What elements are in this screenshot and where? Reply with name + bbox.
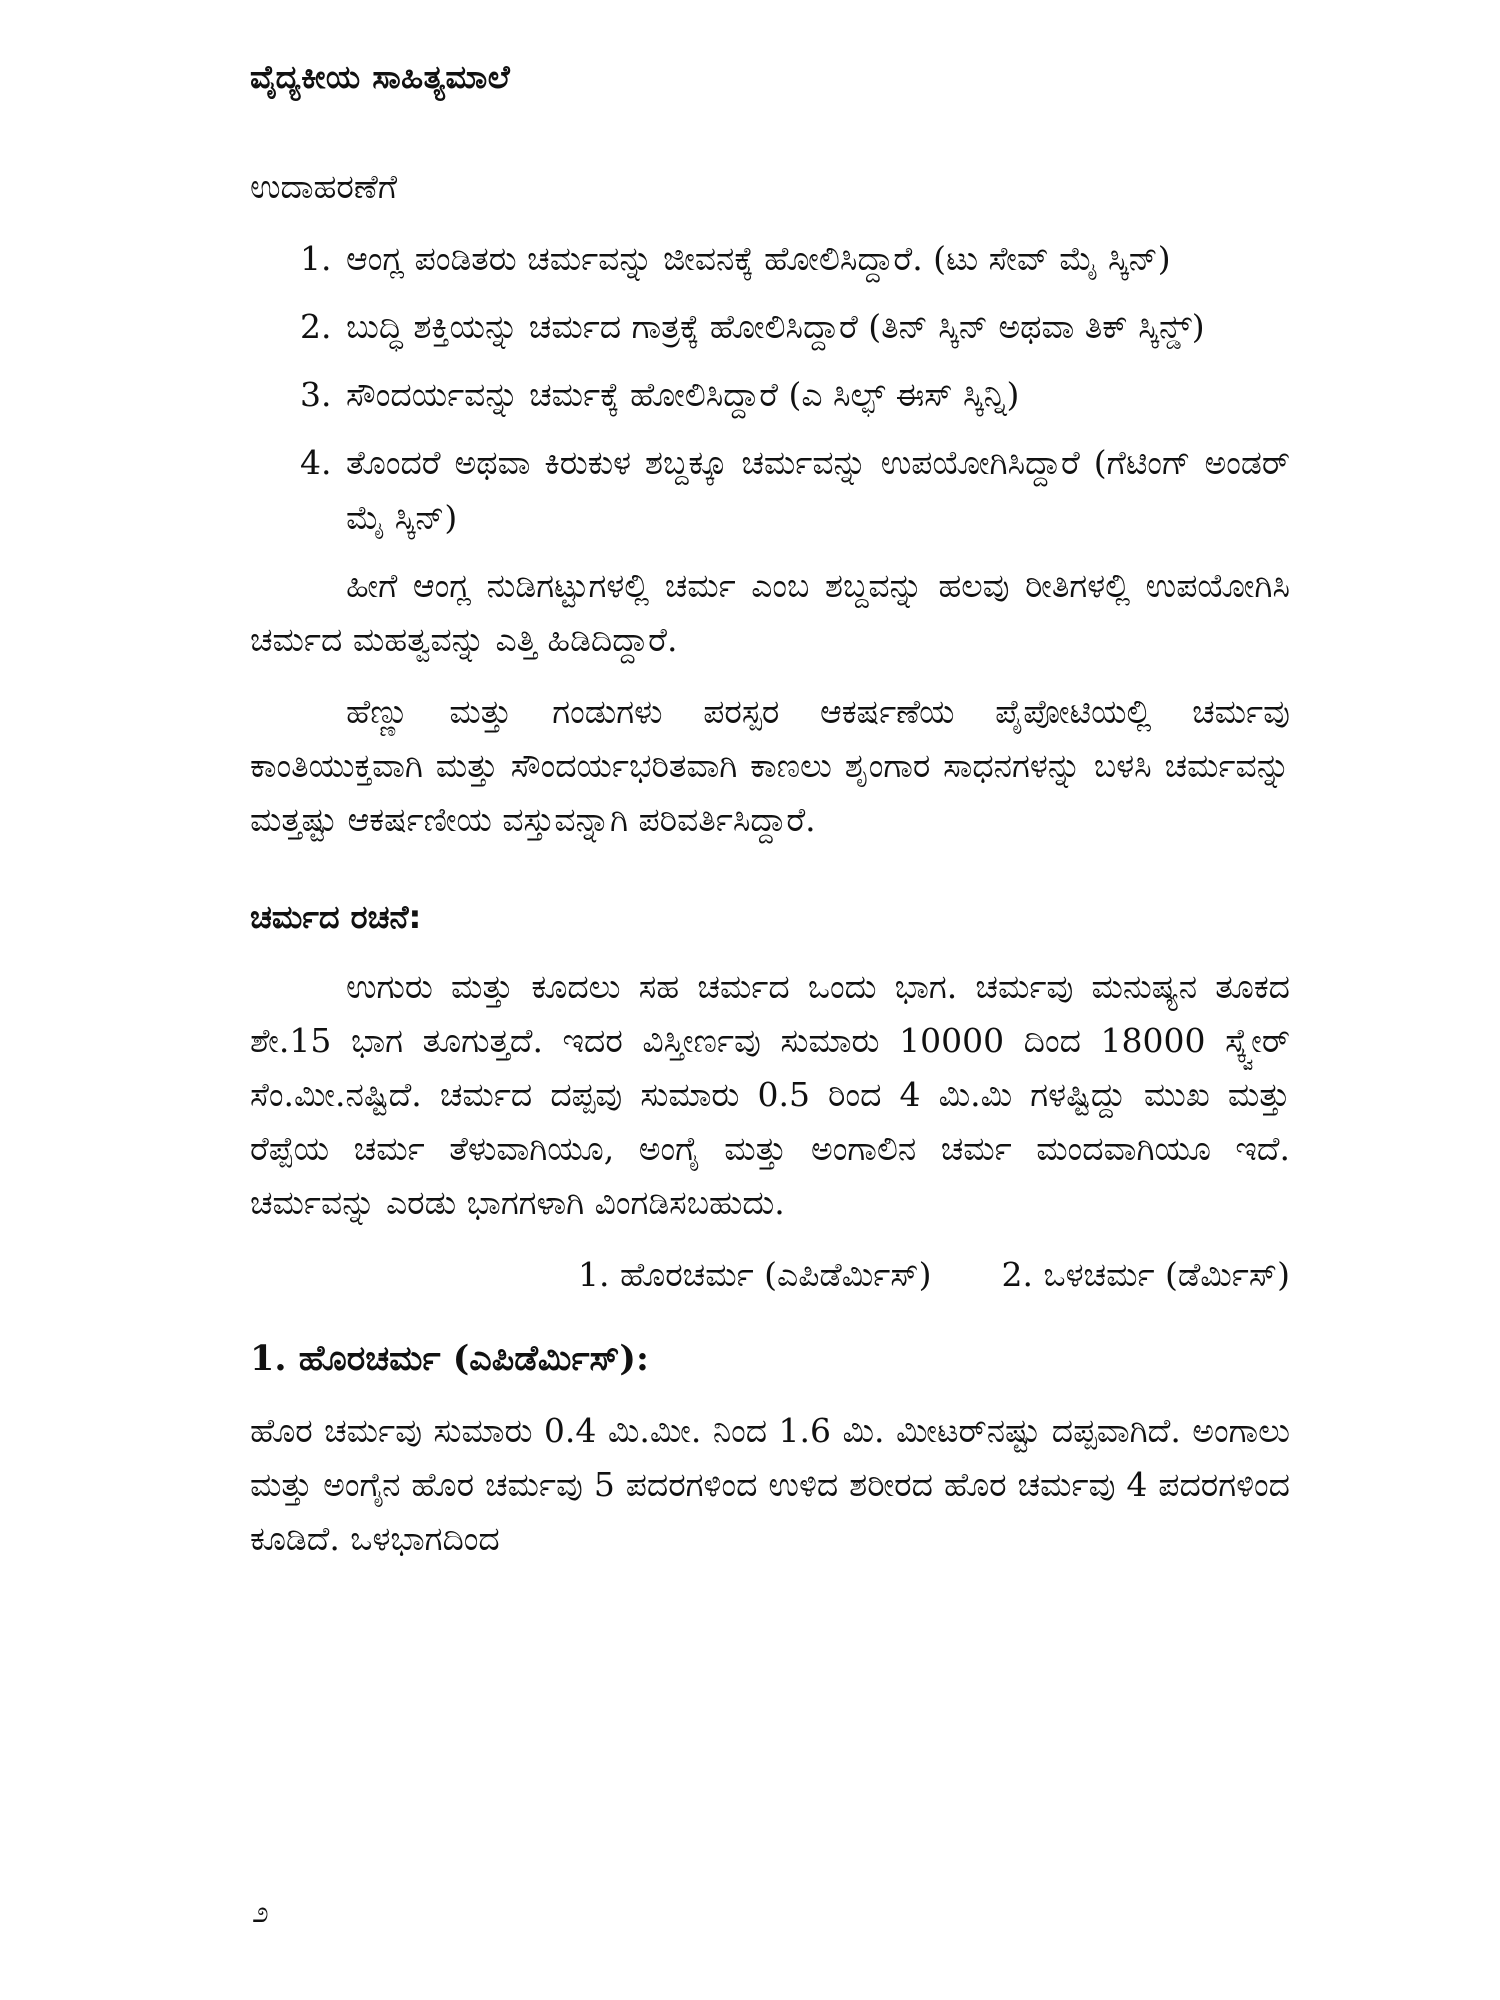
body-text xyxy=(250,160,1290,1566)
examples-list xyxy=(250,232,1290,545)
sub-heading: 1. ಹೊರಚರ್ಮ (ಎಪಿಡೆರ್ಮಿಸ್): xyxy=(250,1338,649,1380)
skin-part-dermis: 2. ಒಳಚರ್ಮ (ಡೆರ್ಮಿಸ್) xyxy=(1001,1255,1290,1295)
paragraph-structure: ಉಗುರು ಮತ್ತು ಕೂದಲು ಸಹ ಚರ್ಮದ ಒಂದು ಭಾಗ. ಚರ್ಮವು ಮನುಷ್ಯನ ತೂಕದ ಶೇ.15 ಭಾಗ ತೂಗುತ್ತದೆ. ಇದರ ವಿಸ್ತೀರ್ಣವು ಸುಮಾರು 10000 ದಿಂದ 18000 ಸ್ಕ್ವೇರ್ ಸೆಂ.ಮೀ.ನಷ್ಟಿದೆ. ಚರ್ಮದ ದಪ್ಪವು ಸುಮಾರು 0.5 ರಿಂದ 4 ಮಿ.ಮಿ ಗಳಷ್ಟಿದ್ದು ಮುಖ ಮತ್ತು ರೆಪ್ಪೆಯ ಚರ್ಮ ತೆಳುವಾಗಿಯೂ, ಅಂಗೈ ಮತ್ತು ಅಂಗಾಲಿನ ಚರ್ಮ ಮಂದವಾಗಿಯೂ ಇದೆ. ಚರ್ಮವನ್ನು ಎರಡು ಭಾಗಗಳಾಗಿ ವಿಂಗಡಿಸಬಹುದು. xyxy=(250,966,1290,1223)
list-number: 1. xyxy=(300,239,332,279)
running-head: ವೈದ್ಯಕೀಯ ಸಾಹಿತ್ಯಮಾಲೆ xyxy=(250,58,511,96)
paragraph-epidermis: ಹೊರ ಚರ್ಮವು ಸುಮಾರು 0.4 ಮಿ.ಮೀ. ನಿಂದ 1.6 ಮಿ. ಮೀಟರ್‌ನಷ್ಟು ದಪ್ಪವಾಗಿದೆ. ಅಂಗಾಲು ಮತ್ತು ಅಂಗೈನ ಹೊರ ಚರ್ಮವು 5 ಪದರಗಳಿಂದ ಉಳಿದ ಶರೀರದ ಹೊರ ಚರ್ಮವು 4 ಪದರಗಳಿಂದ ಕೂಡಿದೆ. ಒಳಭಾಗದಿಂದ xyxy=(250,1410,1290,1558)
paragraph-idioms: ಹೀಗೆ ಆಂಗ್ಲ ನುಡಿಗಟ್ಟುಗಳಲ್ಲಿ ಚರ್ಮ ಎಂಬ ಶಬ್ದವನ್ನು ಹಲವು ರೀತಿಗಳಲ್ಲಿ ಉಪಯೋಗಿಸಿ ಚರ್ಮದ ಮಹತ್ವವನ್ನು ಎತ್ತಿ ಹಿಡಿದಿದ್ದಾರೆ. xyxy=(250,565,1290,659)
list-item xyxy=(300,300,1290,354)
list-item xyxy=(300,232,1290,286)
list-item xyxy=(300,436,1290,544)
list-number: 3. xyxy=(300,375,332,415)
list-text: ಆಂಗ್ಲ ಪಂಡಿತರು ಚರ್ಮವನ್ನು ಜೀವನಕ್ಕೆ ಹೋಲಿಸಿದ್ದಾರೆ. (ಟು ಸೇವ್ ಮೈ ಸ್ಕಿನ್) xyxy=(346,239,1171,279)
intro-line: ಉದಾಹರಣೆಗೆ xyxy=(250,167,398,206)
skin-parts xyxy=(250,1248,1290,1302)
skin-part-epidermis: 1. ಹೊರಚರ್ಮ (ಎಪಿಡೆರ್ಮಿಸ್) xyxy=(578,1255,932,1295)
list-number: 2. xyxy=(300,307,332,347)
list-text: ಬುದ್ಧಿ ಶಕ್ತಿಯನ್ನು ಚರ್ಮದ ಗಾತ್ರಕ್ಕೆ ಹೋಲಿಸಿದ್ದಾರೆ (ತಿನ್ ಸ್ಕಿನ್ ಅಥವಾ ತಿಕ್ ಸ್ಕಿನ್ಡ್) xyxy=(346,307,1205,347)
list-number: 4. xyxy=(300,443,332,483)
paragraph-cosmetics: ಹೆಣ್ಣು ಮತ್ತು ಗಂಡುಗಳು ಪರಸ್ಪರ ಆಕರ್ಷಣೆಯ ಪೈಪೋಟಿಯಲ್ಲಿ ಚರ್ಮವು ಕಾಂತಿಯುಕ್ತವಾಗಿ ಮತ್ತು ಸೌಂದರ್ಯಭರಿತವಾಗಿ ಕಾಣಲು ಶೃಂಗಾರ ಸಾಧನಗಳನ್ನು ಬಳಸಿ ಚರ್ಮವನ್ನು ಮತ್ತಷ್ಟು ಆಕರ್ಷಣೀಯ ವಸ್ತುವನ್ನಾಗಿ ಪರಿವರ್ತಿಸಿದ್ದಾರೆ. xyxy=(250,691,1290,840)
section-heading: ಚರ್ಮದ ರಚನೆ: xyxy=(250,898,422,937)
page-number: ೨ xyxy=(252,1895,269,1930)
list-text: ಸೌಂದರ್ಯವನ್ನು ಚರ್ಮಕ್ಕೆ ಹೋಲಿಸಿದ್ದಾರೆ (ಎ ಸಿಲ್ಫ್ ಈಸ್ ಸ್ಕಿನ್ನಿ) xyxy=(346,375,1020,415)
list-text: ತೊಂದರೆ ಅಥವಾ ಕಿರುಕುಳ ಶಬ್ದಕ್ಕೂ ಚರ್ಮವನ್ನು ಉಪಯೋಗಿಸಿದ್ದಾರೆ (ಗೆಟಿಂಗ್ ಅಂಡರ್ ಮೈ ಸ್ಕಿನ್) xyxy=(346,443,1290,537)
list-item xyxy=(300,368,1290,422)
